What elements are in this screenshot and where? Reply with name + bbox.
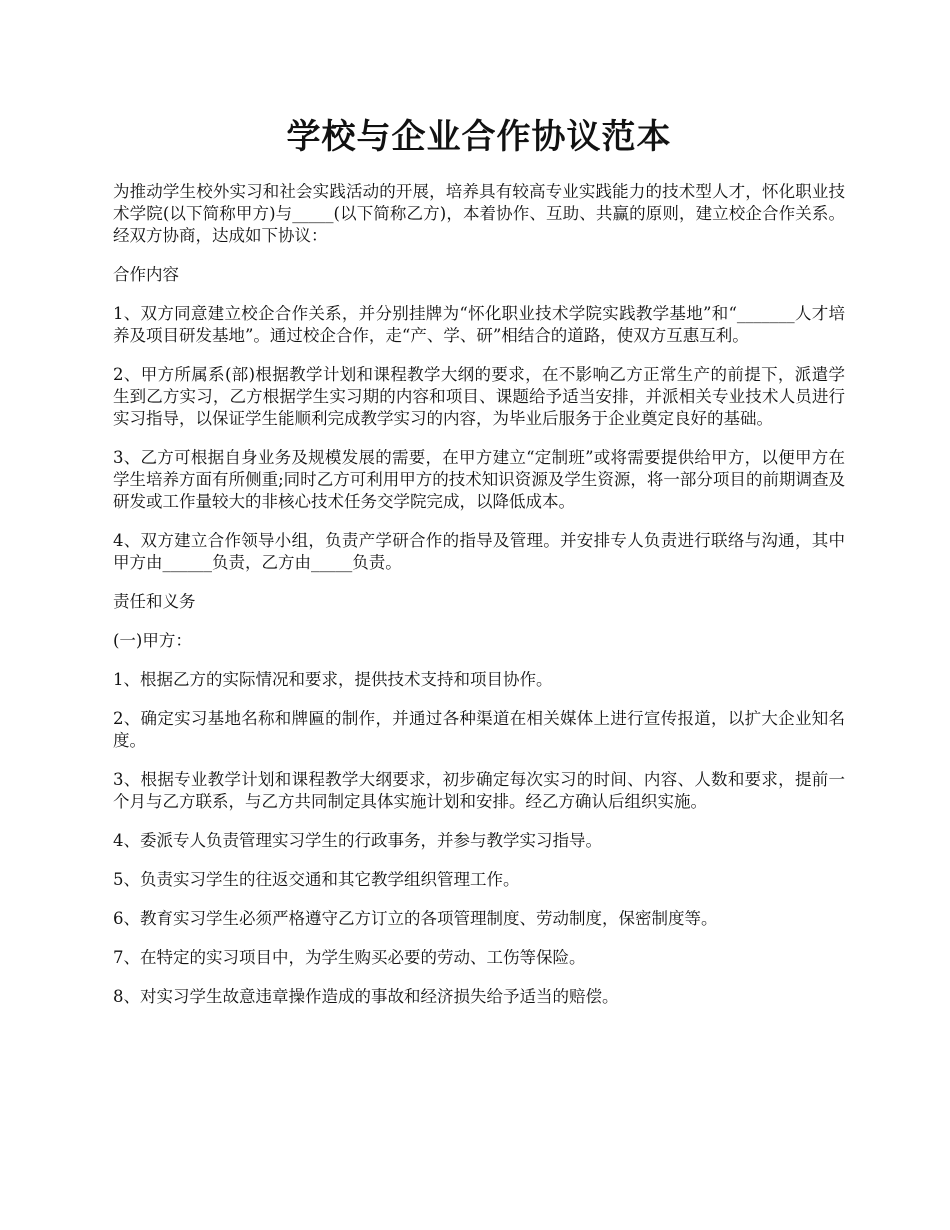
cooperation-item-4: 4、双方建立合作领导小组，负责产学研合作的指导及管理。并安排专人负责进行联络与沟通，其中甲方由______负责，乙方由_____负责。: [113, 531, 845, 572]
party-a-item-6: 6、教育实习学生必须严格遵守乙方订立的各项管理制度、劳动制度，保密制度等。: [113, 909, 718, 928]
party-a-item-4: 4、委派专人负责管理实习学生的行政事务，并参与教学实习指导。: [113, 831, 602, 850]
party-a-item-2: 2、确定实习基地名称和牌匾的制作，并通过各种渠道在相关媒体上进行宣传报道，以扩大企业知名度。: [113, 709, 845, 750]
party-a-item-5: 5、负责实习学生的往返交通和其它教学组织管理工作。: [113, 870, 520, 889]
document-page: [113, 0, 845, 1025]
party-a-heading: (一)甲方：: [113, 631, 192, 650]
document-body: [113, 181, 845, 1008]
section-heading-cooperation: 合作内容: [113, 265, 179, 284]
cooperation-item-1: 1、双方同意建立校企合作关系，并分别挂牌为“怀化职业技术学院实践教学基地”和“_______人才培养及项目研发基地”。通过校企合作，走“产、学、研”相结合的道路，使双方互惠互利。: [113, 304, 845, 345]
cooperation-item-2: 2、甲方所属系(部)根据教学计划和课程教学大纲的要求，在不影响乙方正常生产的前提下，派遣学生到乙方实习，乙方根据学生实习期的内容和项目、课题给予适当安排，并派相关专业技术人员进行实习指导，以保证学生能顺利完成教学实习的内容，为毕业后服务于企业奠定良好的基础。: [113, 365, 845, 428]
section-heading-responsibilities: 责任和义务: [113, 592, 196, 611]
document-title: 学校与企业合作协议范本: [286, 117, 672, 157]
party-a-item-7: 7、在特定的实习项目中，为学生购买必要的劳动、工伤等保险。: [113, 948, 586, 967]
party-a-item-1: 1、根据乙方的实际情况和要求，提供技术支持和项目协作。: [113, 670, 553, 689]
intro-paragraph: 为推动学生校外实习和社会实践活动的开展，培养具有较高专业实践能力的技术型人才，怀化职业技术学院(以下简称甲方)与_____(以下简称乙方)，本着协作、互助、共赢的原则，建立校企合作关系。经双方协商，达成如下协议：: [113, 182, 845, 245]
party-a-item-8: 8、对实习学生故意违章操作造成的事故和经济损失给予适当的赔偿。: [113, 987, 619, 1006]
cooperation-item-3: 3、乙方可根据自身业务及规模发展的需要，在甲方建立“定制班”或将需要提供给甲方，以便甲方在学生培养方面有所侧重;同时乙方可利用甲方的技术知识资源及学生资源，将一部分项目的前期调查及研发或工作量较大的非核心技术任务交学院完成，以降低成本。: [113, 448, 845, 511]
party-a-item-3: 3、根据专业教学计划和课程教学大纲要求，初步确定每次实习的时间、内容、人数和要求，提前一个月与乙方联系，与乙方共同制定具体实施计划和安排。经乙方确认后组织实施。: [113, 770, 845, 811]
